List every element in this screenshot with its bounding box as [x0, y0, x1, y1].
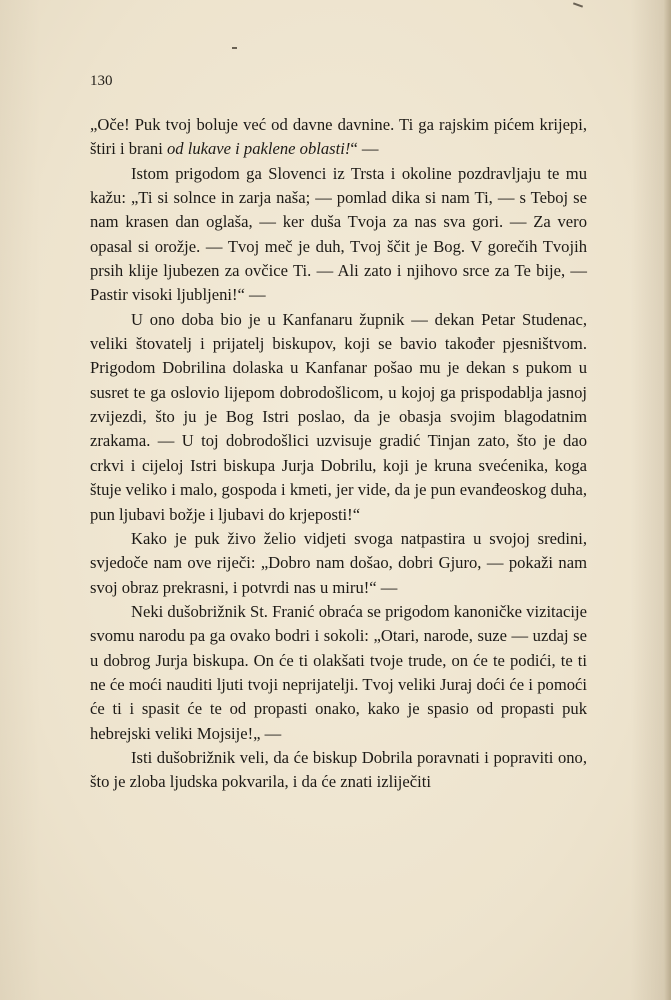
- paragraph: [90, 600, 587, 746]
- text-run: U ono doba bio je u Kanfanaru župnik — dekan Petar Studenac, veliki štovatelj i prijatelj biskupov, koji se bavio također pjesništvom. Prigodom Dobrilina dolaska u Kanfanar pošao mu je dekan s pukom u susret te ga oslovio lijepom dobrodošlicom, u kojoj ga prispodablja jasnoj zvijezdi, što ju je Bog Istri poslao, da je obasja svojim blagodatnim zrakama. — U toj dobrodošlici uzvisuje gradić Tinjan zato, što je dao crkvi i cijeloj Istri biskupa Jurja Dobrilu, koji je kruna svećenika, koga štuje veliko i malo, gospoda i kmeti, jer vide, da je pun evanđeoskog duha, pun ljubavi božje i ljubavi do krjeposti!“: [90, 309, 587, 524]
- body-text: [90, 113, 587, 795]
- text-run: Isti dušobrižnik veli, da će biskup Dobrila poravnati i popraviti ono, što je zloba ljudska pokvarila, i da će znati izliječiti: [90, 747, 587, 792]
- text-run: Kako je puk živo želio vidjeti svoga natpastira u svojoj sredini, svjedoče nam ove riječi: „Dobro nam došao, dobri Gjuro, — pokaži nam svoj obraz prekrasni, i potvrdi nas u miru!“ —: [90, 528, 587, 597]
- ink-mark: [232, 47, 237, 49]
- paragraph: [90, 308, 587, 527]
- paragraph: [90, 527, 587, 600]
- page-edge: [664, 0, 671, 1000]
- paragraph: [90, 162, 587, 308]
- ink-mark: [573, 2, 583, 7]
- italic-text: od lukave i paklene oblasti!: [166, 139, 351, 159]
- text-run: “ —: [350, 139, 379, 159]
- text-run: „Oče! Puk tvoj boluje već od davne davnine. Ti ga rajskim pićem krijepi, štiri i brani: [90, 115, 587, 159]
- text-run: Istom prigodom ga Slovenci iz Trsta i okoline pozdravljaju te mu kažu: „Ti si solnce in zarja naša; — pomlad dika si nam Ti, — s Teboj se nam krasen dan oglaša, — ker duša Tvoja za nas sva gori. — Za vero opasal si orožje. — Tvoj meč je duh, Tvoj ščit je Bog. V gorečih Tvojih prsih klije ljubezen za ovčice Ti. — Ali zato i njihovo srce za Te bije, — Pastir visoki ljubljeni!“ —: [90, 163, 587, 305]
- text-run: Neki dušobrižnik St. Franić obraća se prigodom kanoničke vizitacije svomu narodu pa ga ovako bodri i sokoli: „Otari, narode, suze — uzdaj se u dobrog Jurja biskupa. On će ti olakšati tvoje trude, on će te podići, te ti ne će moći nauditi ljuti tvoji neprijatelji. Tvoj veliki Juraj doći će i pomoći će ti i spasit će te od propasti onako, kako je spasio od propasti puk hebrejski veliki Mojsije!„ —: [90, 601, 587, 743]
- paragraph: [90, 746, 587, 795]
- page-number: 130: [90, 73, 113, 89]
- paragraph: [90, 113, 587, 162]
